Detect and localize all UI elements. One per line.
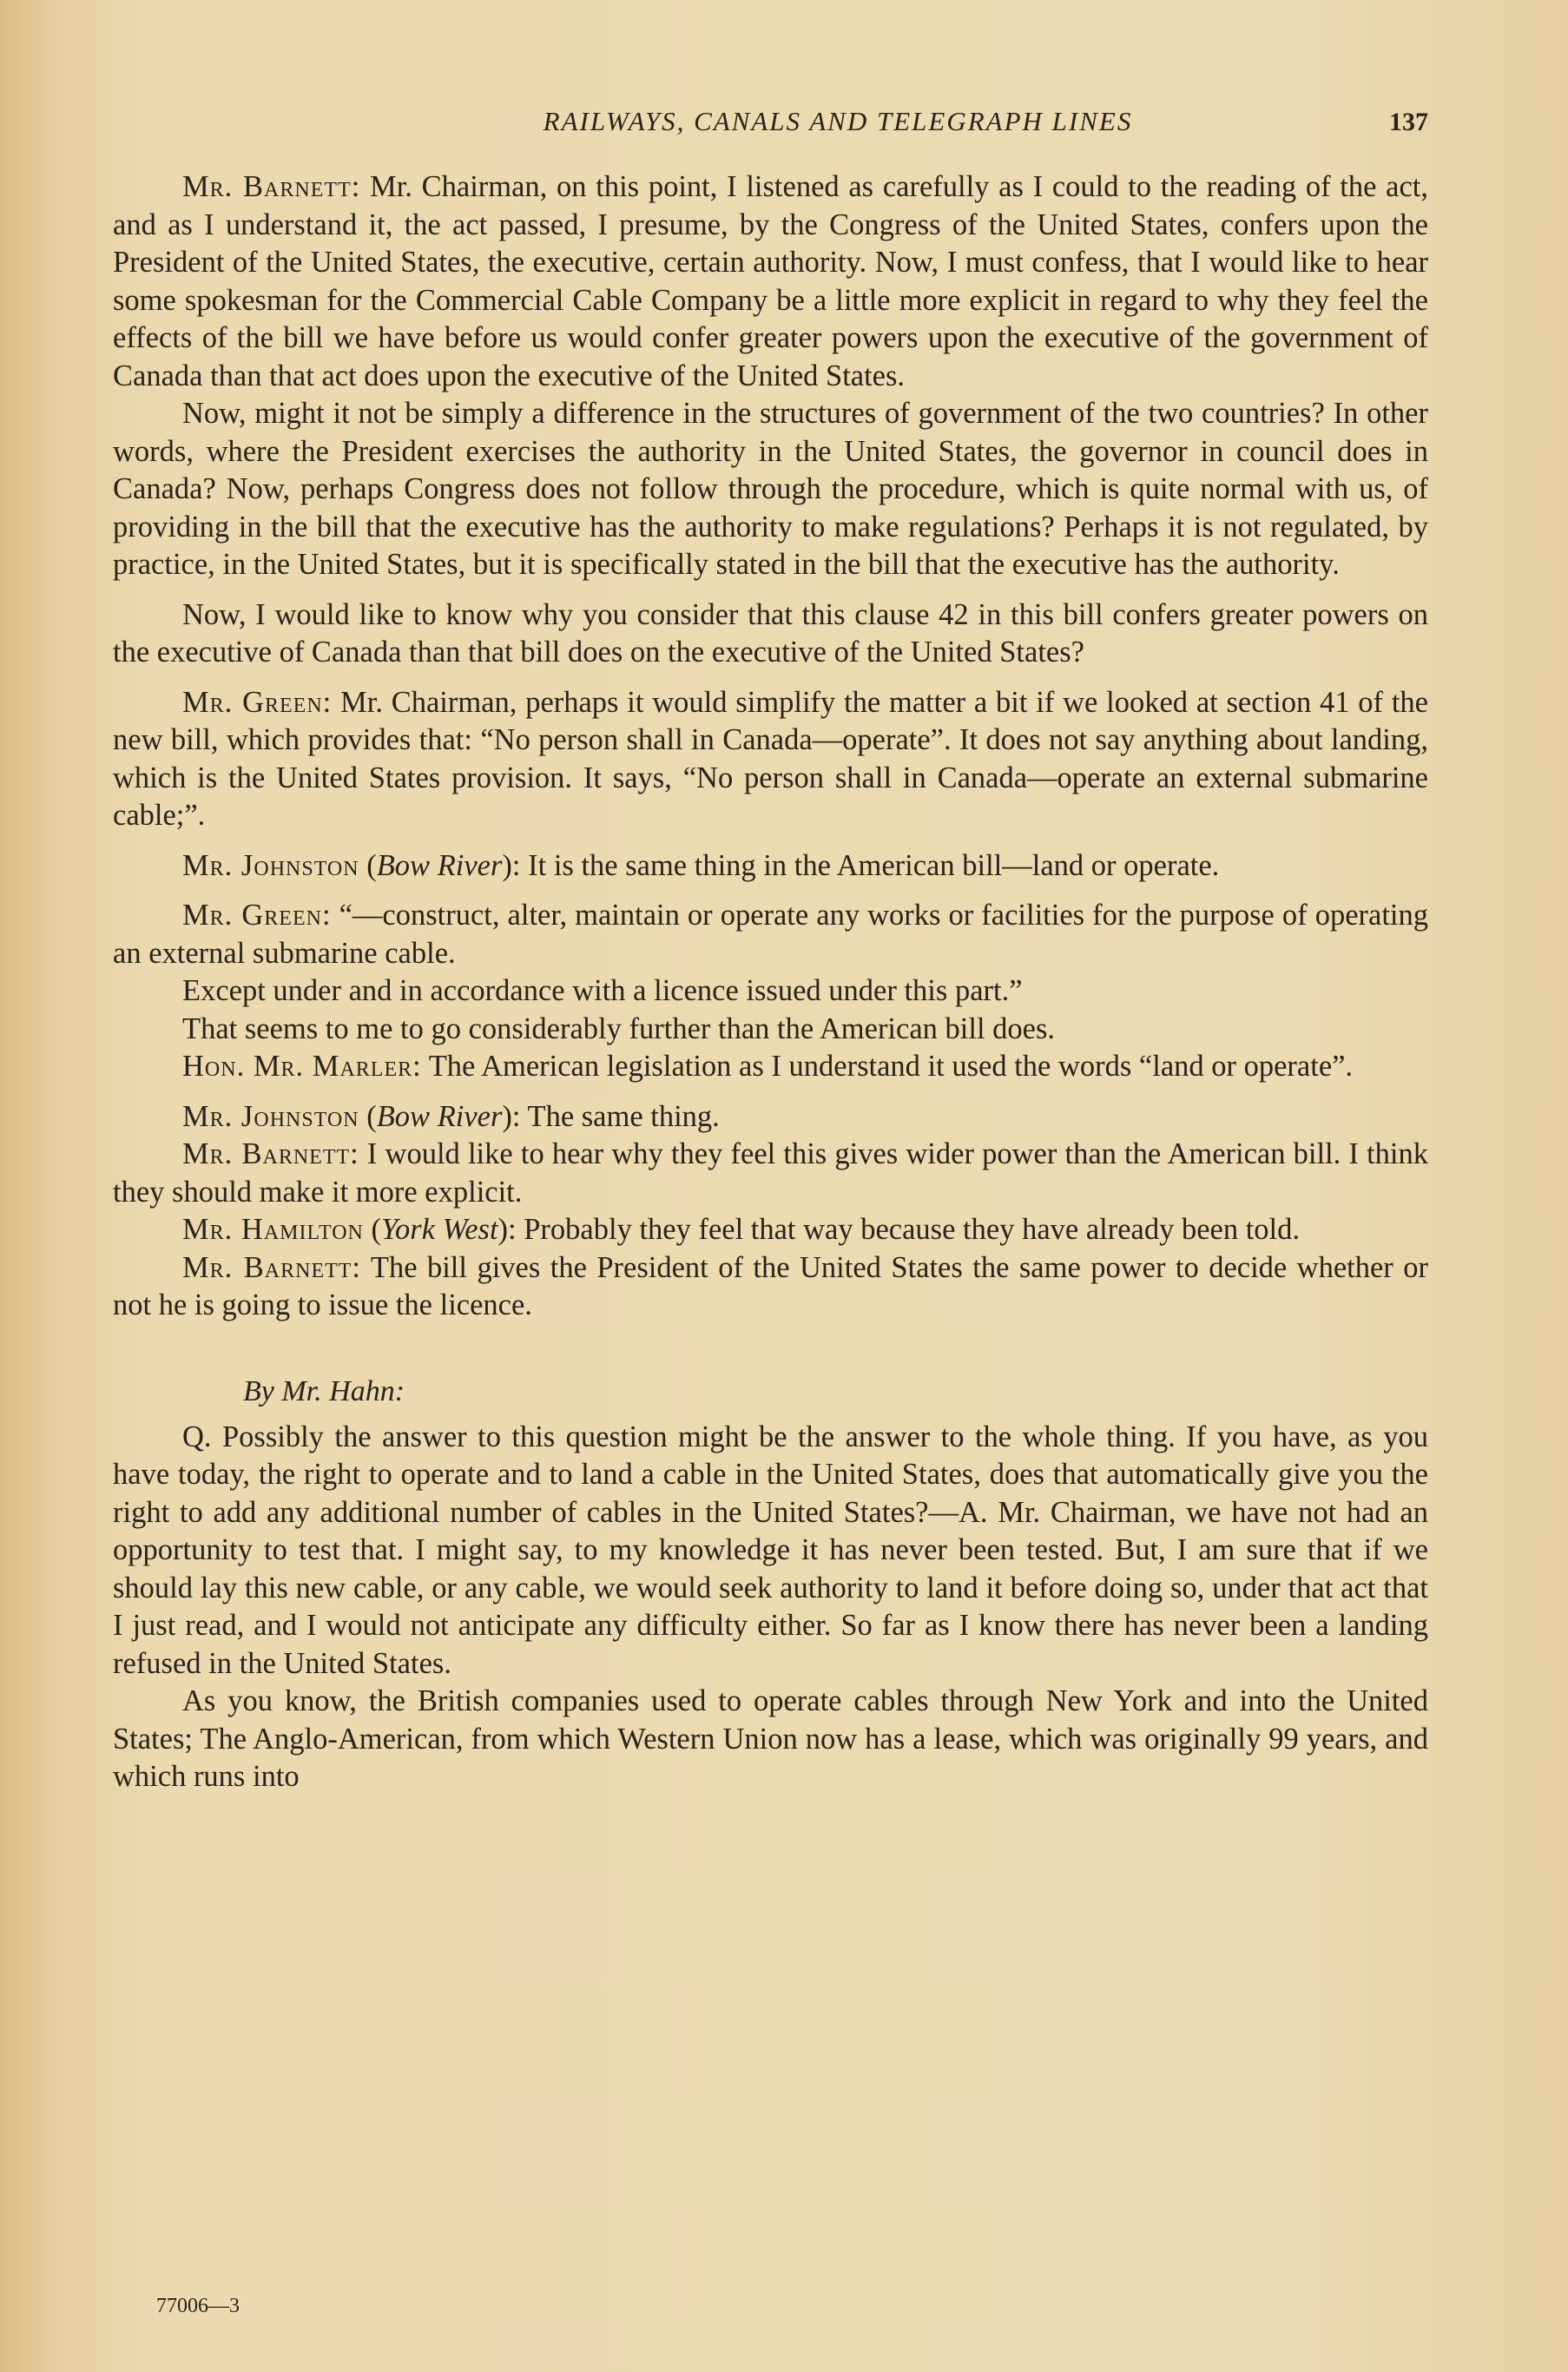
riding: Bow River (376, 848, 503, 882)
paragraph: Mr. Green: Mr. Chairman, perhaps it would simplify the matter a bit if we looked at section 41 of the new bill, which provides that: “No person shall in Canada—operate”. It does not say anything about landing, which is the United States provision. It says, “No person shall in Canada—operate an external submarine cable;”. (113, 685, 1428, 832)
examiner-subheading: By Mr. Hahn: (243, 1374, 405, 1407)
speaker: Mr. Barnett: (182, 170, 361, 203)
paragraph: Mr. Barnett: I would like to hear why they feel this gives wider power than the American bill. I think they should make it more explicit. (113, 1137, 1428, 1209)
paragraph: Mr. Green: “—construct, alter, maintain or operate any works or facilities for the purpose of operating an external submarine cable. (113, 899, 1428, 970)
page-header (113, 106, 1428, 137)
document-page (113, 96, 1428, 2318)
riding: Bow River (376, 1099, 503, 1133)
print-signature-code: 77006—3 (156, 2295, 240, 2317)
paragraph: Except under and in accordance with a licence issued under this part.” (182, 974, 1023, 1007)
paragraph: Now, might it not be simply a difference in the structures of government of the two countries? In other words, where the President exercises the authority in the United States, the governor in council does in Canada? Now, perhaps Congress does not follow through the procedure, which is quite normal with us, of providing in the bill that the executive has the authority to make regulations? Perhaps it is not regulated, by practice, in the United States, but it is specifically stated in the bill that the executive has the authority. (113, 397, 1428, 581)
paragraph: Mr. Johnston (Bow River): The same thing. (182, 1099, 720, 1133)
page-number: 137 (1389, 108, 1428, 136)
paragraph: That seems to me to go considerably further than the American bill does. (182, 1011, 1056, 1045)
paragraph: Mr. Barnett: The bill gives the President of the United States the same power to decide whether or not he is going to issue the licence. (113, 1250, 1429, 1321)
speaker: Hon. Mr. Marler: (182, 1050, 422, 1083)
speaker: Mr. Johnston (182, 848, 359, 882)
paragraph: Mr. Johnston (Bow River): It is the same thing in the American bill—land or operate. (182, 848, 1220, 882)
paragraph: Now, I would like to know why you consider that this clause 42 in this bill confers greater powers on the executive of Canada than that bill does on the executive of the United States? (113, 597, 1428, 669)
speaker: Mr. Green: (182, 899, 332, 932)
paragraph: Q. Possibly the answer to this question might be the answer to the whole thing. If you have, as you have today, the right to operate and to land a cable in the United States, does that automatically give you the right to add any additional number of cables in the United States?—A. Mr. Chairman, we have not had an opportunity to test that. I might say, to my knowledge it has never been tested. But, I am sure that if we should lay this new cable, or any cable, we would seek authority to land it before doing so, under that act that I just read, and I would not anticipate any difficulty either. So far as I know there has never been a landing refused in the United States. (113, 1420, 1428, 1680)
paragraph: As you know, the British companies used to operate cables through New York and into the United States; The Anglo-American, from which Western Union now has a lease, which was originally 99 years, and which runs into (113, 1684, 1428, 1793)
paragraph: Hon. Mr. Marler: The American legislation as I understand it used the words “land or operate”. (182, 1050, 1354, 1083)
paragraph: Mr. Hamilton (York West): Probably they feel that way because they have already been told. (182, 1213, 1301, 1246)
speaker: Mr. Barnett: (182, 1250, 362, 1284)
paragraph: Mr. Barnett: Mr. Chairman, on this point, I listened as carefully as I could to the reading of the act, and as I understand it, the act passed, I presume, by the Congress of the United States, confers upon the President of the United States, the executive, certain authority. Now, I must confess, that I would like to hear some spokesman for the Commercial Cable Company be a little more explicit in regard to why they feel the effects of the bill we have before us would confer greater powers upon the executive of the government of Canada than that act does upon the executive of the United States. (113, 170, 1428, 392)
running-title: RAILWAYS, CANALS AND TELEGRAPH LINES (543, 106, 1133, 136)
speaker: Mr. Green: (182, 685, 333, 719)
riding: York West (381, 1213, 498, 1246)
speaker: Mr. Johnston (182, 1099, 359, 1133)
speaker: Mr. Hamilton (182, 1213, 364, 1246)
speaker: Mr. Barnett: (182, 1137, 359, 1170)
